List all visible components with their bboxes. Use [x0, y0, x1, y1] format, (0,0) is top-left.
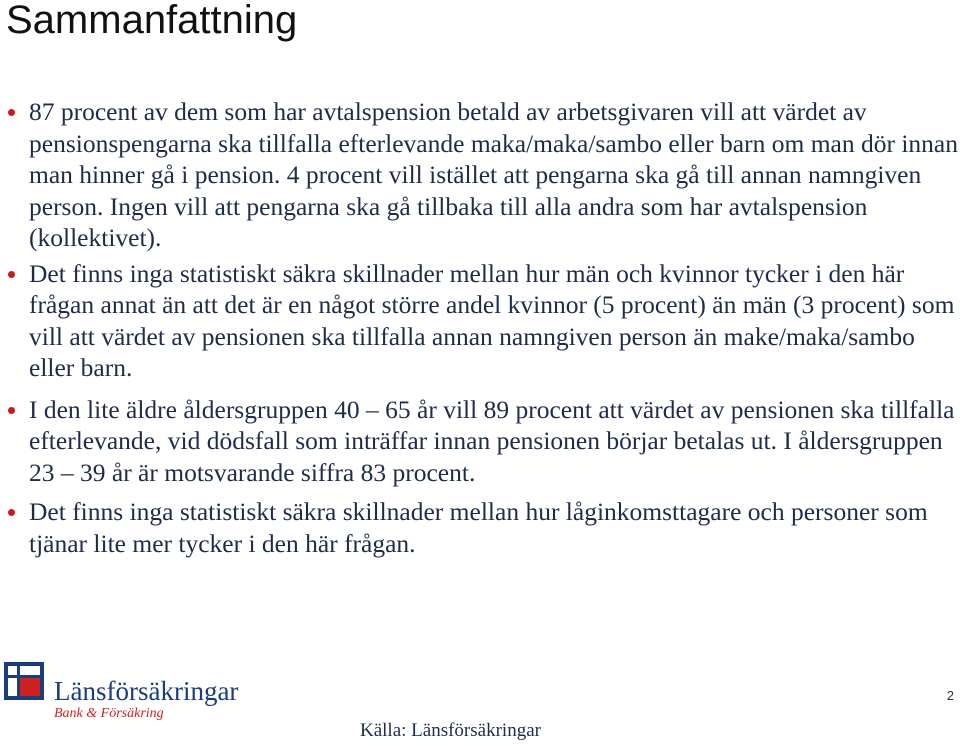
bullet-item — [0, 258, 960, 384]
bullet-list — [0, 96, 960, 563]
slide-title: Sammanfattning — [6, 0, 298, 42]
bullet-dot-icon — [8, 407, 15, 414]
brand-tagline: Bank & Försäkring — [54, 706, 164, 721]
lansforsakringar-logo-icon — [4, 662, 44, 700]
bullet-text: Det finns inga statistiskt säkra skillnader mellan hur män och kvinnor tycker i den här frågan annat än att det är en något större andel kvinnor (5 procent) än män (3 procent) som vill att värdet av pensionen ska tillfalla annan namngiven person än make/maka/sambo eller barn. — [29, 258, 955, 382]
brand-name: Länsförsäkringar — [54, 676, 239, 706]
source-caption: Källa: Länsförsäkringar — [360, 720, 541, 741]
page-number: 2 — [946, 688, 954, 703]
bullet-text: Det finns inga statistiskt säkra skillnader mellan hur låginkomsttagare och personer som tjänar lite mer tycker i den här frågan. — [29, 497, 928, 558]
bullet-item — [0, 96, 960, 254]
bullet-item — [0, 394, 960, 489]
bullet-dot-icon — [8, 109, 15, 116]
bullet-dot-icon — [8, 509, 15, 516]
bullet-item — [0, 496, 960, 559]
bullet-text: I den lite äldre åldersgruppen 40 – 65 år vill 89 procent att värdet av pensionen ska tillfalla efterlevande, vid dödsfall som inträffar innan pensionen börjar betalas ut. I åldersgruppen 23 – 39 år är motsvarande siffra 83 procent. — [29, 394, 955, 487]
bullet-text: 87 procent av dem som har avtalspension betald av arbetsgivaren vill att värdet av pensionspengarna ska tillfalla efterlevande maka/maka/sambo eller barn om man dör innan man hinner gå i pension. 4 procent vill istället att pengarna ska gå till annan namngiven person. Ingen vill att pengarna ska gå tillbaka till alla andra som har avtalspension (kollektivet). — [29, 97, 958, 252]
bullet-dot-icon — [8, 271, 15, 278]
